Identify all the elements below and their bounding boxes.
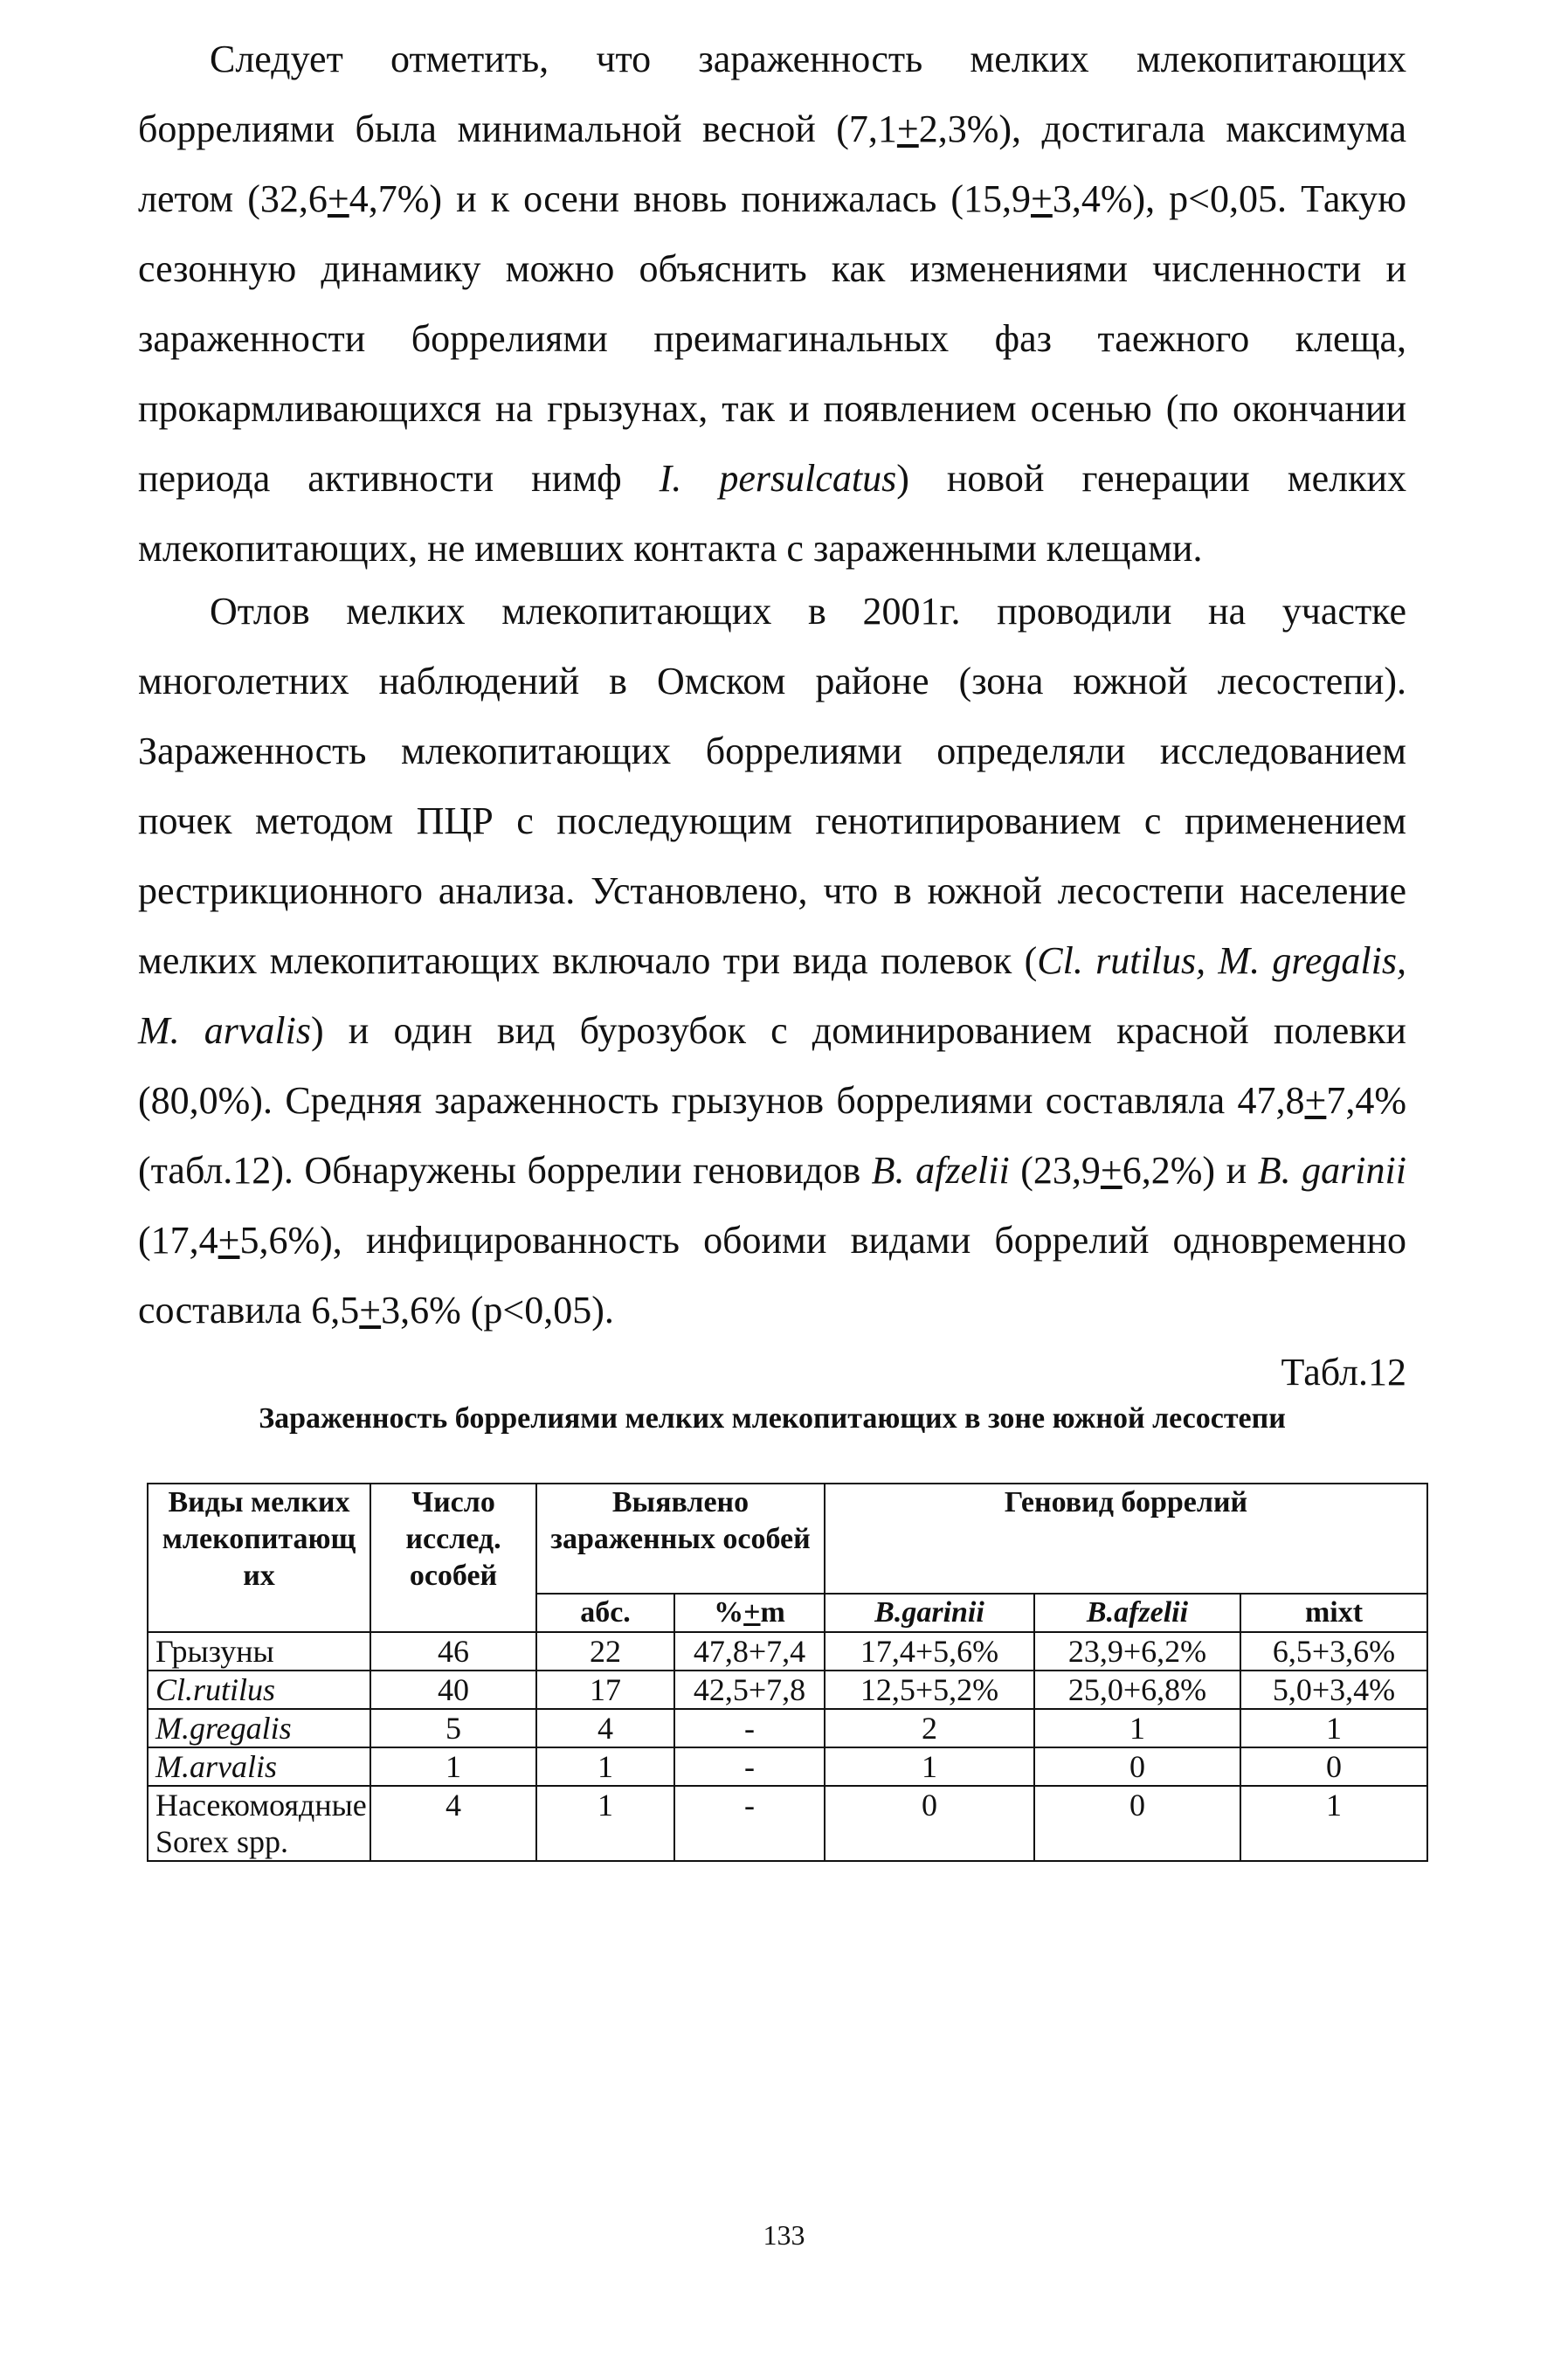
cell-species: Грызуны xyxy=(148,1632,370,1671)
header-abs: абс. xyxy=(536,1594,674,1632)
cell-abs: 17 xyxy=(536,1671,674,1709)
table-row xyxy=(148,1671,1427,1709)
text-run: + xyxy=(359,1289,382,1332)
cell-pct: 42,5+7,8 xyxy=(674,1671,825,1709)
cell-abs: 4 xyxy=(536,1709,674,1747)
cell-n: 5 xyxy=(370,1709,536,1747)
cell-n: 40 xyxy=(370,1671,536,1709)
cell-pct: - xyxy=(674,1709,825,1747)
header-afzelii: B.afzelii xyxy=(1034,1594,1240,1632)
text-run: + xyxy=(1304,1079,1327,1122)
cell-species: M.gregalis xyxy=(148,1709,370,1747)
text-run: + xyxy=(1030,177,1053,220)
page-number: 133 xyxy=(763,2219,805,2251)
text-run: Следует отметить, что зараженность мелких млекопитающих боррелиями была минимальной весной (7,1 xyxy=(138,38,1406,150)
cell-pct: - xyxy=(674,1786,825,1861)
header-genovid: Геновид боррелий xyxy=(825,1484,1427,1594)
cell-afzelii: 0 xyxy=(1034,1747,1240,1786)
text-run: I. persulcatus xyxy=(659,457,897,500)
cell-pct: 47,8+7,4 xyxy=(674,1632,825,1671)
cell-garinii: 2 xyxy=(825,1709,1034,1747)
table-body xyxy=(148,1632,1427,1861)
cell-species: Cl.rutilus xyxy=(148,1671,370,1709)
text-run: ) новой генерации мелких млекопитающих, не имевших контакта с зараженными клещами. xyxy=(138,457,1407,570)
text-run: 2,3%), достигала максимума летом (32,6 xyxy=(138,107,1406,220)
table-title: Зараженность боррелиями мелких млекопитающих в зоне южной лесостепи xyxy=(259,1402,1286,1435)
cell-mixt: 0 xyxy=(1240,1747,1427,1786)
cell-afzelii: 0 xyxy=(1034,1786,1240,1861)
header-pct: %+m xyxy=(674,1594,825,1632)
header-count: Число исслед. особей xyxy=(370,1484,536,1632)
cell-garinii: 12,5+5,2% xyxy=(825,1671,1034,1709)
text-run: B. garinii xyxy=(1257,1149,1406,1192)
text-run: (23,9 xyxy=(1009,1149,1101,1192)
text-run: 3,4%), p<0,05. Такую сезонную динамику можно объяснить как изменениями численности и зараженности боррелиями преимагинальных фаз таежного клеща, прокармливающихся на грызунах, так и появлением осенью (по окончании периода активности нимф xyxy=(138,177,1407,500)
header-garinii: B.garinii xyxy=(825,1594,1034,1632)
text-run: + xyxy=(1100,1149,1122,1192)
cell-abs: 1 xyxy=(536,1747,674,1786)
cell-garinii: 17,4+5,6% xyxy=(825,1632,1034,1671)
text-run: ) и один вид бурозубок с доминированием красной полевки (80,0%). Средняя зараженность грызунов боррелиями составляла 47,8 xyxy=(138,1009,1406,1122)
cell-garinii: 1 xyxy=(825,1747,1034,1786)
cell-n: 1 xyxy=(370,1747,536,1786)
paragraph-seasonal-dynamics xyxy=(138,24,1406,584)
cell-mixt: 1 xyxy=(1240,1786,1427,1861)
cell-abs: 22 xyxy=(536,1632,674,1671)
table-caption: Табл.12 xyxy=(1281,1351,1406,1394)
table-row xyxy=(148,1632,1427,1671)
table-row xyxy=(148,1709,1427,1747)
text-run: + xyxy=(218,1219,240,1262)
cell-species: M.arvalis xyxy=(148,1747,370,1786)
text-run: 3,6% (p<0,05). xyxy=(381,1289,614,1332)
cell-mixt: 5,0+3,4% xyxy=(1240,1671,1427,1709)
infection-table xyxy=(147,1483,1428,1862)
text-run: 6,2%) и xyxy=(1122,1149,1258,1192)
cell-pct: - xyxy=(674,1747,825,1786)
header-mixt: mixt xyxy=(1240,1594,1427,1632)
cell-species: Насекомоядные Sorex spp. xyxy=(148,1786,370,1861)
table-header-row xyxy=(148,1484,1427,1594)
text-run: 5,6%), инфицированность обоими видами боррелий одновременно составила 6,5 xyxy=(138,1219,1406,1332)
cell-afzelii: 23,9+6,2% xyxy=(1034,1632,1240,1671)
text-run: 4,7%) и к осени вновь понижалась (15,9 xyxy=(349,177,1031,220)
cell-mixt: 1 xyxy=(1240,1709,1427,1747)
text-run: Cl. rutilus, M. gregalis, M. arvalis xyxy=(138,939,1406,1052)
paragraph-trapping-2001 xyxy=(138,577,1406,1346)
text-run: + xyxy=(896,107,919,150)
text-run: B. afzelii xyxy=(871,1149,1010,1192)
header-species: Виды мелких млекопитающ их xyxy=(148,1484,370,1632)
cell-afzelii: 1 xyxy=(1034,1709,1240,1747)
text-run: 7,4% (табл.12). Обнаружены боррелии геновидов xyxy=(138,1079,1406,1192)
cell-garinii: 0 xyxy=(825,1786,1034,1861)
text-run: + xyxy=(327,177,349,220)
cell-n: 4 xyxy=(370,1786,536,1861)
cell-afzelii: 25,0+6,8% xyxy=(1034,1671,1240,1709)
header-infected: Выявлено зараженных особей xyxy=(536,1484,825,1594)
text-run: (17,4 xyxy=(138,1219,218,1262)
table-row xyxy=(148,1786,1427,1861)
cell-n: 46 xyxy=(370,1632,536,1671)
text-run: Отлов мелких млекопитающих в 2001г. проводили на участке многолетних наблюдений в Омском районе (зона южной лесостепи). Зараженность млекопитающих боррелиями определяли исследованием почек методом ПЦР с последующим генотипированием с применением рестрикционного анализа. Установлено, что в южной лесостепи население мелких млекопитающих включало три вида полевок ( xyxy=(138,590,1406,982)
cell-abs: 1 xyxy=(536,1786,674,1861)
table-row xyxy=(148,1747,1427,1786)
cell-mixt: 6,5+3,6% xyxy=(1240,1632,1427,1671)
